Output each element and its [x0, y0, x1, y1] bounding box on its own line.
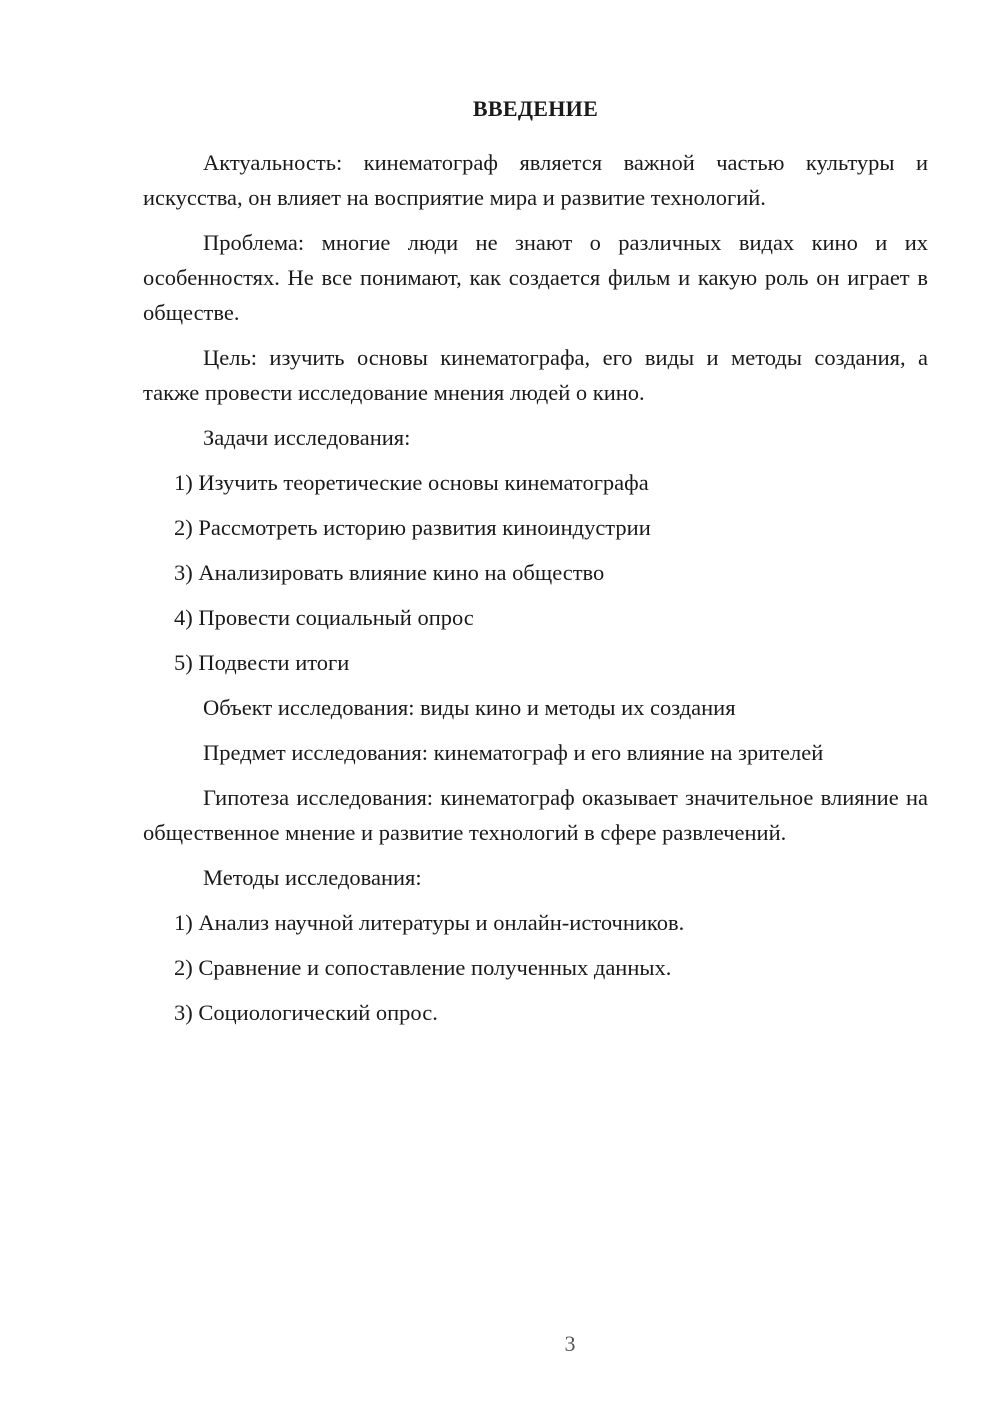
problem-paragraph: Проблема: многие люди не знают о различных видах кино и их особенностях. Не все понимают, как создается фильм и какую роль он играет в обществе.: [143, 230, 928, 325]
tasks-heading: Задачи исследования:: [203, 425, 411, 450]
task-item: 5) Подвести итоги: [174, 650, 350, 675]
method-item: 2) Сравнение и сопоставление полученных данных.: [174, 955, 672, 980]
task-item: 4) Провести социальный опрос: [174, 605, 474, 630]
task-item: 1) Изучить теоретические основы кинематографа: [174, 470, 649, 495]
relevance-paragraph: Актуальность: кинематограф является важной частью культуры и искусства, он влияет на восприятие мира и развитие технологий.: [143, 150, 928, 210]
page-content: [143, 91, 928, 1040]
goal-paragraph: Цель: изучить основы кинематографа, его виды и методы создания, а также провести исследование мнения людей о кино.: [143, 345, 928, 405]
page-title: ВВЕДЕНИЕ: [472, 96, 599, 121]
methods-heading: Методы исследования:: [203, 865, 422, 890]
object-paragraph: Объект исследования: виды кино и методы их создания: [203, 695, 736, 720]
method-item: 1) Анализ научной литературы и онлайн-источников.: [174, 910, 685, 935]
method-item: 3) Социологический опрос.: [174, 1000, 438, 1025]
task-item: 2) Рассмотреть историю развития киноиндустрии: [174, 515, 651, 540]
hypothesis-paragraph: Гипотеза исследования: кинематограф оказывает значительное влияние на общественное мнение и развитие технологий в сфере развлечений.: [143, 785, 928, 845]
task-item: 3) Анализировать влияние кино на общество: [174, 560, 605, 585]
subject-paragraph: Предмет исследования: кинематограф и его влияние на зрителей: [203, 740, 824, 765]
page-number: 3: [564, 1331, 576, 1356]
